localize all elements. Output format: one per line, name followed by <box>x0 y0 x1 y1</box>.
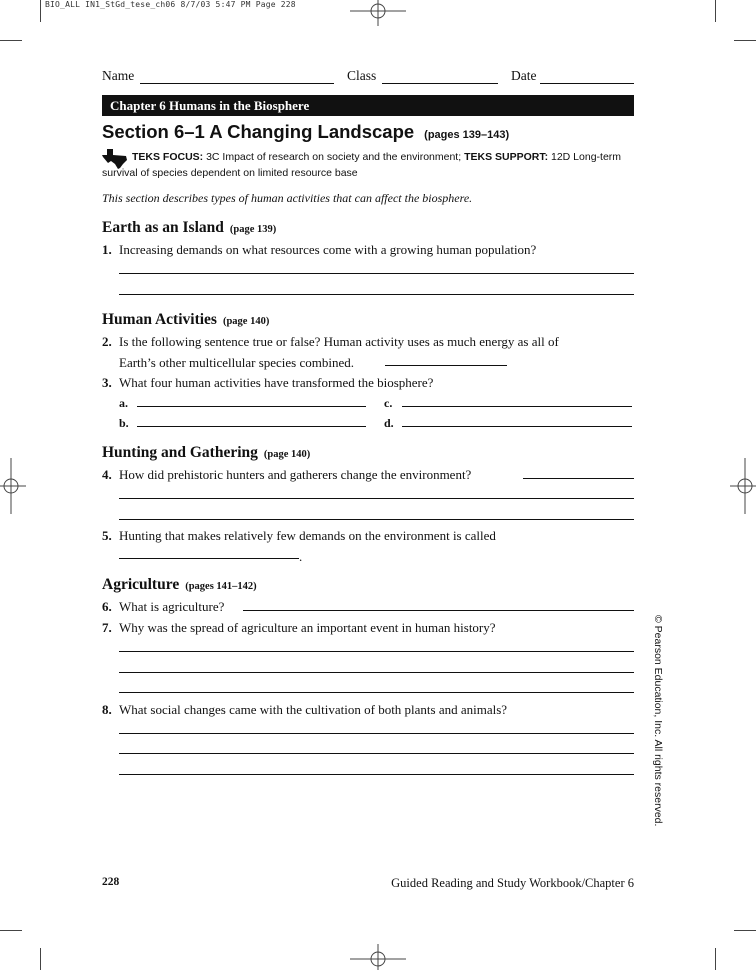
answer-line[interactable] <box>119 273 634 274</box>
teks-focus-text: 3C Impact of research on society and the environment; <box>203 151 465 163</box>
answer-line[interactable] <box>119 774 634 775</box>
question-number: 6. <box>102 599 112 614</box>
answer-label-c: c. <box>384 396 393 410</box>
question-text: What is agriculture? <box>119 599 225 614</box>
answer-line[interactable] <box>243 610 634 611</box>
question-5-end: . <box>299 549 303 564</box>
teks-support-text: 12D Long-term survival of species dependent on limited resource base <box>102 151 622 179</box>
chapter-banner: Chapter 6 Humans in the Biosphere <box>102 95 634 116</box>
answer-line[interactable] <box>119 753 634 754</box>
heading-pages: (page 140) <box>263 449 311 460</box>
answer-line-c[interactable] <box>402 406 632 407</box>
section-pages: (pages 139–143) <box>424 129 510 141</box>
answer-line-b[interactable] <box>137 426 366 427</box>
registration-mark-icon <box>0 458 26 514</box>
heading-title: Earth as an Island <box>102 219 224 236</box>
question-5 <box>102 525 634 546</box>
heading-pages: (page 140) <box>222 316 270 327</box>
answer-line[interactable] <box>119 519 634 520</box>
name-field[interactable] <box>140 83 334 84</box>
question-text: How did prehistoric hunters and gatherers change the environment? <box>119 467 472 482</box>
registration-mark-icon <box>350 944 406 970</box>
question-6 <box>102 596 634 617</box>
heading-agriculture <box>102 576 257 594</box>
book-title: Guided Reading and Study Workbook/Chapter 6 <box>391 876 634 890</box>
question-7 <box>102 617 634 638</box>
question-4 <box>102 464 634 485</box>
teks-focus-label: TEKS FOCUS: <box>132 151 204 163</box>
crop-mark <box>734 930 756 931</box>
answer-line[interactable] <box>119 558 299 559</box>
answer-line[interactable] <box>119 692 634 693</box>
texas-icon <box>102 149 128 169</box>
teks-block <box>102 149 634 181</box>
heading-title: Human Activities <box>102 311 217 328</box>
answer-label-a: a. <box>119 396 128 410</box>
crop-mark <box>40 0 41 22</box>
answer-line-d[interactable] <box>402 426 632 427</box>
answer-label-b: b. <box>119 416 129 430</box>
question-text-continued: Earth’s other multicellular species combined. <box>119 355 355 370</box>
heading-pages: (page 139) <box>229 224 277 235</box>
section-title <box>102 121 509 143</box>
date-field[interactable] <box>540 83 634 84</box>
heading-title: Hunting and Gathering <box>102 444 258 461</box>
question-text: Increasing demands on what resources come with a growing human population? <box>119 242 537 257</box>
question-number: 7. <box>102 620 112 635</box>
question-number: 4. <box>102 467 112 482</box>
crop-mark <box>40 948 41 970</box>
heading-pages: (pages 141–142) <box>185 581 257 592</box>
question-text: Is the following sentence true or false? Human activity uses as much energy as all of <box>119 334 559 349</box>
crop-mark <box>715 948 716 970</box>
name-label: Name <box>102 68 135 83</box>
question-text: What social changes came with the cultivation of both plants and animals? <box>119 702 508 717</box>
answer-line-a[interactable] <box>137 406 366 407</box>
question-3 <box>102 372 634 393</box>
question-number: 3. <box>102 375 112 390</box>
registration-mark-icon <box>350 0 406 26</box>
heading-title: Agriculture <box>102 576 180 593</box>
page-number: 228 <box>102 876 120 888</box>
answer-line[interactable] <box>119 294 634 295</box>
heading-earth-as-an-island <box>102 219 276 237</box>
heading-human-activities <box>102 311 269 329</box>
question-1 <box>102 239 634 260</box>
class-field[interactable] <box>382 83 498 84</box>
answer-label-d: d. <box>384 416 394 430</box>
question-text: What four human activities have transformed the biosphere? <box>119 375 434 390</box>
question-text: Hunting that makes relatively few demands on the environment is called <box>119 528 496 543</box>
answer-line[interactable] <box>523 478 634 479</box>
crop-mark <box>0 930 22 931</box>
print-slug: BIO_ALL IN1_StGd_tese_ch06 8/7/03 5:47 PM Page 228 <box>45 0 296 9</box>
question-8 <box>102 699 634 720</box>
question-text: Why was the spread of agriculture an important event in human history? <box>119 620 496 635</box>
heading-hunting-and-gathering <box>102 444 310 462</box>
section-intro: This section describes types of human activities that can affect the biosphere. <box>102 191 473 205</box>
question-number: 1. <box>102 242 112 257</box>
date-label: Date <box>511 68 537 83</box>
crop-mark <box>0 40 22 41</box>
registration-mark-icon <box>730 458 756 514</box>
copyright-notice <box>648 615 666 827</box>
teks-support-label: TEKS SUPPORT: <box>464 151 549 163</box>
answer-line[interactable] <box>385 365 507 366</box>
question-number: 2. <box>102 334 112 349</box>
crop-mark <box>715 0 716 22</box>
crop-mark <box>734 40 756 41</box>
answer-line[interactable] <box>119 733 634 734</box>
class-label: Class <box>347 68 377 83</box>
answer-line[interactable] <box>119 651 634 652</box>
question-2 <box>102 331 634 373</box>
section-title-text: Section 6–1 A Changing Landscape <box>102 121 415 142</box>
copyright-text: © Pearson Education, Inc. All rights reserved. <box>652 615 664 827</box>
answer-line[interactable] <box>119 672 634 673</box>
question-number: 8. <box>102 702 112 717</box>
answer-line[interactable] <box>119 498 634 499</box>
question-number: 5. <box>102 528 112 543</box>
